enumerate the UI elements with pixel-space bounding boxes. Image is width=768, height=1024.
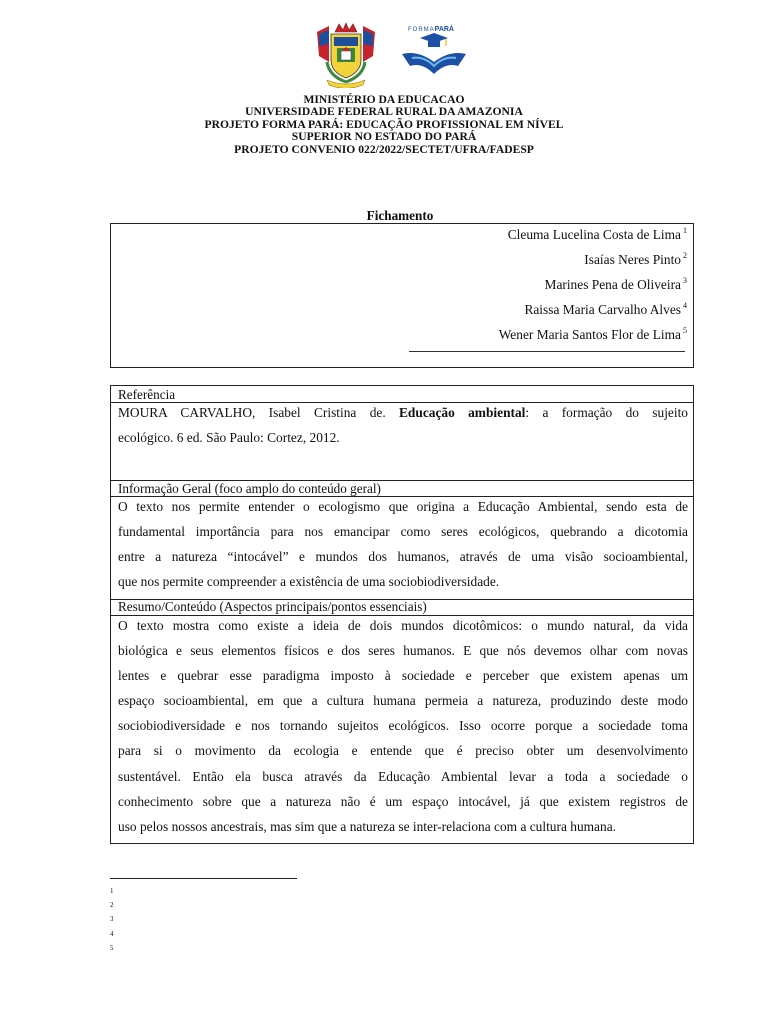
resumo-line: biológica e seus elementos físicos e dos seres humanos. E que nós devemos olhar com novas xyxy=(118,643,688,659)
footnote-rule xyxy=(110,878,297,879)
author-line xyxy=(584,251,687,268)
footnote-number: 5 xyxy=(110,943,114,952)
author-line xyxy=(545,276,687,293)
footnote-number: 1 xyxy=(110,887,114,895)
author-footnote-ref[interactable]: 4 xyxy=(683,301,687,310)
resumo-line: lentes e quebrar esse paradigma imposto à sociedade e perceber que existem apenas um xyxy=(118,668,688,684)
footnote-number: 4 xyxy=(110,929,114,938)
header-line-state: SUPERIOR NO ESTADO DO PARÁ xyxy=(291,130,477,144)
informacao-heading: Informação Geral (foco amplo do conteúdo geral) xyxy=(118,481,381,496)
resumo-line: para si o movimento da ecologia e entende que é preciso obter um desenvolvimento xyxy=(118,743,688,759)
author-line xyxy=(508,226,687,243)
signature-line xyxy=(409,351,685,352)
fichamento-table xyxy=(110,385,694,844)
author-line xyxy=(524,301,687,318)
author-name: Wener Maria Santos Flor de Lima xyxy=(498,327,681,342)
footnotes xyxy=(110,884,114,955)
resumo-line: sustentável. Então ela busca através da Educação Ambiental levar a toda a sociedade o xyxy=(118,768,688,784)
author-name: Raissa Maria Carvalho Alves xyxy=(524,302,681,317)
referencia-line: ecológico. 6 ed. São Paulo: Cortez, 2012. xyxy=(118,430,340,446)
document-title: Fichamento xyxy=(366,208,434,223)
author-footnote-ref[interactable]: 3 xyxy=(683,276,687,285)
footnote-number: 2 xyxy=(110,901,114,910)
header-line-convenio: PROJETO CONVENIO 022/2022/SECTET/UFRA/FADESP xyxy=(234,142,534,156)
author-name: Marines Pena de Oliveira xyxy=(544,277,681,292)
resumo-text xyxy=(118,613,688,839)
author-footnote-ref[interactable]: 2 xyxy=(683,251,687,260)
logo-bar xyxy=(0,22,768,88)
forma-para-label: FORMAPARÁ xyxy=(408,26,454,33)
referencia-text xyxy=(118,400,688,450)
resumo-line: uso pelos nossos ancestrais, mas sim que a natureza se inter-relaciona com a cultura humana. xyxy=(118,818,616,834)
author-footnote-ref[interactable]: 1 xyxy=(683,226,687,235)
author-name: Isaías Neres Pinto xyxy=(584,252,681,267)
header-line-ministry: MINISTÉRIO DA EDUCACAO xyxy=(303,93,465,106)
author-line xyxy=(499,326,687,343)
resumo-line: O texto mostra como existe a ideia de dois mundos dicotômicos: o mundo natural, da vida xyxy=(118,618,688,633)
referencia-heading: Referência xyxy=(118,387,176,402)
author-name: Cleuma Lucelina Costa de Lima xyxy=(507,227,681,242)
institution-header xyxy=(100,94,668,156)
header-line-project: PROJETO FORMA PARÁ: EDUCAÇÃO PROFISSIONAL EM NÍVEL xyxy=(204,117,564,131)
author-footnote-ref[interactable]: 5 xyxy=(683,326,687,335)
resumo-line: espaço socioambiental, em que a cultura humana permeia a natureza, produzindo deste modo xyxy=(118,693,688,709)
informacao-text xyxy=(118,494,688,594)
referencia-line: MOURA CARVALHO, Isabel Cristina de. Educação ambiental: a formação do sujeito xyxy=(118,405,688,420)
informacao-line: O texto nos permite entender o ecologismo que origina a Educação Ambiental, sendo esta de xyxy=(118,499,688,514)
forma-para-logo-icon xyxy=(398,26,478,84)
footnote-number: 3 xyxy=(110,915,114,924)
resumo-heading: Resumo/Conteúdo (Aspectos principais/pontos essenciais) xyxy=(118,599,427,614)
informacao-line: fundamental importância para nos emancipar como seres ecológicos, quebrando a dicotomia xyxy=(118,524,688,540)
informacao-line: entre a natureza “intocável” e mundos dos humanos, através de uma visão socioambiental, xyxy=(118,549,688,565)
resumo-line: sociobiodiversidade e nos tornando sujeitos ecológicos. Isso ocorre porque a sociedade toma xyxy=(118,718,688,734)
header-line-university: UNIVERSIDADE FEDERAL RURAL DA AMAZONIA xyxy=(245,105,523,119)
informacao-line: que nos permite compreender a existência de uma sociobiodiversidade. xyxy=(118,574,500,590)
resumo-line: conhecimento sobre que a natureza não é um espaço intocável, já que existem registros de xyxy=(118,793,688,809)
referencia-book-title: Educação ambiental xyxy=(399,405,526,420)
ufra-crest-icon xyxy=(315,22,377,88)
authors-box xyxy=(110,223,694,368)
